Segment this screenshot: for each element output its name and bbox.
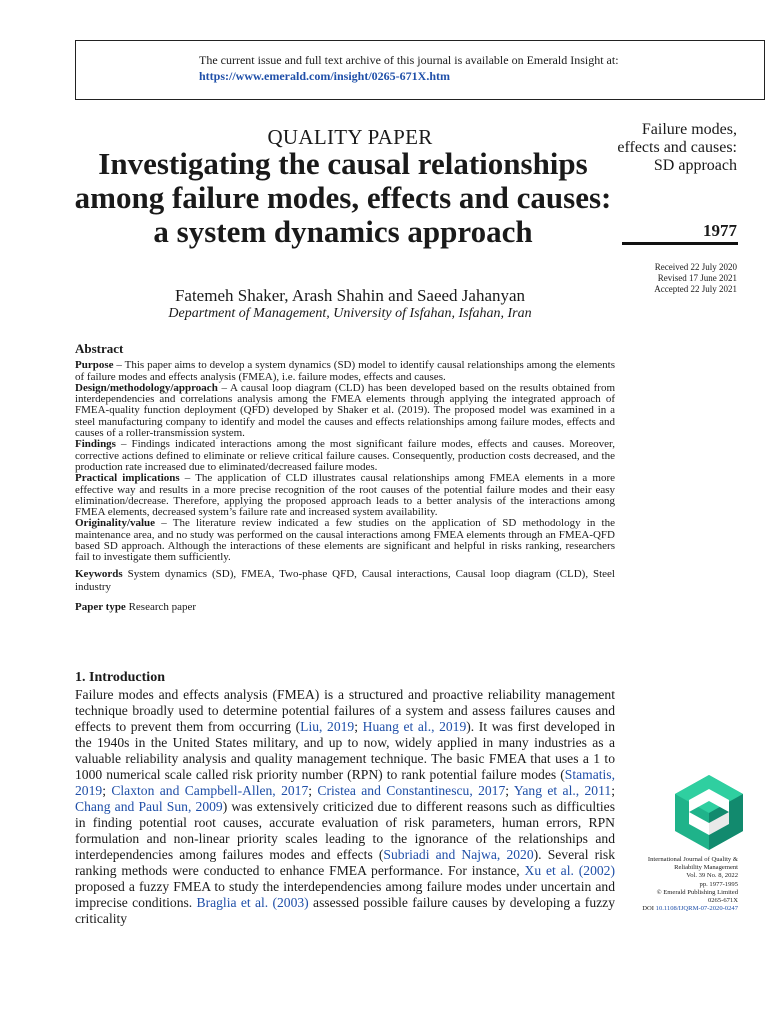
design-label: Design/methodology/approach: [75, 381, 218, 394]
abstract-design: [75, 383, 615, 439]
abstract-originality: [75, 518, 615, 563]
findings-label: Findings: [75, 438, 116, 451]
keywords: [75, 568, 615, 594]
journal-name-1: International Journal of Quality &: [647, 856, 738, 863]
intro-text: proposed a fuzzy FMEA to study the interdependencies among failure modes under uncertain and imprecise conditions.: [75, 879, 615, 910]
intro-paragraph: [75, 687, 615, 927]
journal-url-link[interactable]: https://www.emerald.com/insight/0265-671X.htm: [199, 69, 450, 83]
accepted-date: Accepted 22 July 2021: [654, 284, 737, 294]
abstract-practical: [75, 473, 615, 518]
citation-link[interactable]: Chang and Paul Sun, 2009: [75, 799, 223, 814]
intro-text: ). It was first developed in the 1940s in the United States military, and up to now, widely applied in many industries as a valuable reliability analysis and quality management technique. The basic FMEA that uses a 1 to 1000 numerical scale called risk priority number (RPN) to rank potential failure modes (: [75, 719, 615, 782]
practical-text: – The application of CLD illustrates causal relationships among FMEA elements in a more effective way and results in a more precise recognition of the root causes of the potential failure modes and their easy elimination/decrease. Therefore, applying the proposed approach leads to a better analysis of the interactions among FMEA elements, decreased system’s failure rate and increased system availability.: [75, 472, 616, 519]
abstract-heading: Abstract: [75, 341, 124, 356]
citation-link[interactable]: Braglia et al. (2003): [196, 895, 309, 910]
intro-text: ;: [308, 783, 318, 798]
intro-text: ). Several risk ranking methods were conducted to enhance FMEA performance. For instance,: [75, 847, 616, 878]
papertype-text: Research paper: [125, 600, 197, 613]
citation-link[interactable]: Xu et al. (2002): [524, 863, 615, 878]
sidebar-rule: [622, 242, 738, 245]
intro-text: ;: [354, 719, 363, 734]
journal-copyright: © Emerald Publishing Limited: [656, 888, 738, 896]
purpose-text: – This paper aims to develop a system dynamics (SD) model to identify causal relationships among the elements of failure modes and effects analysis (FMEA), i.e. failure modes, effects and causes.: [75, 359, 615, 383]
citation-link[interactable]: Stamatis, 2019: [75, 767, 615, 798]
affiliation: Department of Management, University of Isfahan, Isfahan, Iran: [168, 306, 532, 321]
running-title: Failure modes, effects and causes: SD approach: [617, 121, 737, 174]
originality-text: – The literature review indicated a few studies on the application of SD methodology in the maintenance area, and no study was performed on the causal interactions among FMEA elements through an FMEA-QFD based SD approach. Although the interactions of these elements are significant and helpful in risks ranking, researchers fail to investigate them sufficiently.: [75, 517, 615, 564]
page-number: 1977: [703, 221, 737, 240]
journal-info: [600, 856, 738, 913]
intro-text: ;: [505, 783, 514, 798]
originality-label: Originality/value: [75, 517, 156, 530]
intro-text: Failure modes and effects analysis (FMEA) is a structured and proactive reliability management technique broadly used to determine potential failures of a system and assess failures causes and effects to prevent them from occurring (: [75, 687, 615, 734]
citation-link[interactable]: Huang et al., 2019: [362, 719, 467, 734]
citation-link[interactable]: Claxton and Campbell-Allen, 2017: [111, 783, 309, 798]
section-label: QUALITY PAPER: [267, 125, 433, 149]
citation-link[interactable]: Liu, 2019: [300, 719, 355, 734]
access-note: The current issue and full text archive of this journal is available on Emerald Insight at:: [199, 53, 619, 67]
journal-name-2: Reliability Management: [674, 864, 738, 872]
journal-pages: pp. 1977-1995: [699, 880, 738, 888]
purpose-label: Purpose: [75, 359, 114, 372]
practical-label: Practical implications: [75, 472, 180, 485]
introduction-section: [75, 670, 615, 927]
keywords-text: System dynamics (SD), FMEA, Two-phase QFD, Causal interactions, Causal loop diagram (CLD), Steel industry: [75, 567, 615, 593]
submission-dates: [600, 262, 737, 295]
intro-text: ) was extensively criticized due to different reasons such as difficulties in finding potential root causes, accurate evaluation of risk parameters, human errors, RPN formulation and non-linear priority scales leading to the ignorance of the relationships and interdependencies among failures modes and effects (: [75, 799, 615, 862]
intro-text: ;: [102, 783, 112, 798]
journal-issn: 0265-671X: [707, 897, 738, 905]
citation-link[interactable]: Yang et al., 2011: [513, 783, 612, 798]
intro-text: assessed possible failure causes by developing a fuzzy criticality: [75, 895, 615, 926]
author-list: Fatemeh Shaker, Arash Shahin and Saeed Jahanyan: [174, 286, 526, 305]
paper-title: Investigating the causal relationships among failure modes, effects and causes: a system dynamics approach: [74, 146, 612, 249]
abstract-findings: [75, 439, 615, 473]
papertype-label: Paper type: [75, 600, 126, 613]
intro-text: ;: [611, 783, 615, 798]
access-banner: [75, 40, 765, 100]
doi-link[interactable]: 10.1108/IJQRM-07-2020-0247: [655, 905, 738, 913]
intro-heading: 1. Introduction: [75, 670, 165, 685]
doi-label: DOI: [642, 905, 654, 913]
revised-date: Revised 17 June 2021: [657, 273, 737, 283]
abstract-section: [75, 343, 615, 613]
emerald-logo-icon: [675, 775, 743, 850]
abstract-purpose: [75, 360, 615, 383]
design-text: – A causal loop diagram (CLD) has been developed based on the results obtained from interdependencies and correlations analysis among the FMEA elements through applying the integrated approach of FMEA-quality function deployment (QFD) developed by Shaker et al. (2019). The proposed model was examined in a steel manufacturing company to identify and model the causes and effects relationships among failure modes, effects and causes of a roller-transmission system.: [75, 381, 615, 440]
findings-text: – Findings indicated interactions among the most significant failure modes, effects and causes. Moreover, corrective actions defined to eliminate or relieve critical failure causes. Consequently, production costs decreased, and the production rate increased due to eliminated/decreased failure modes.: [75, 438, 615, 473]
paper-type: [75, 602, 615, 613]
journal-volume: Vol. 39 No. 8, 2022: [686, 872, 738, 880]
citation-link[interactable]: Cristea and Constantinescu, 2017: [317, 783, 506, 798]
keywords-label: Keywords: [75, 567, 123, 580]
doi-line: [600, 905, 738, 913]
citation-link[interactable]: Subriadi and Najwa, 2020: [383, 847, 534, 862]
received-date: Received 22 July 2020: [654, 262, 737, 272]
